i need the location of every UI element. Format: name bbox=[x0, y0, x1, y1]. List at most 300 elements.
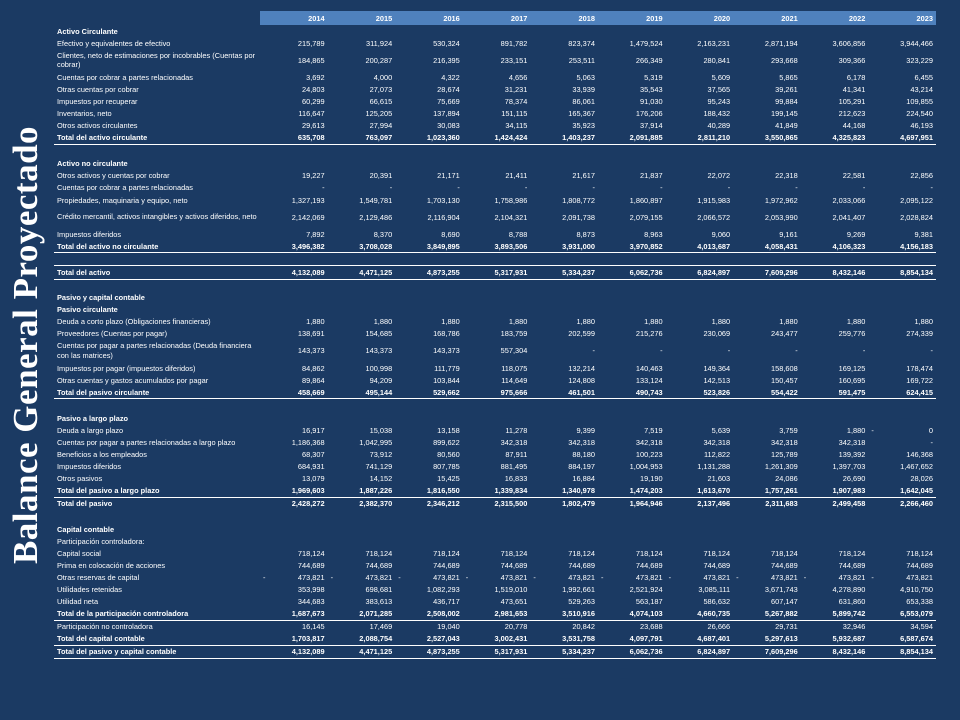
cell-2021 bbox=[733, 412, 801, 424]
cell-2017 bbox=[463, 304, 531, 316]
cell-2021: 29,731 bbox=[775, 622, 798, 632]
cell-2023: 2,095,122 bbox=[900, 195, 933, 205]
cell-2022: 44,168 bbox=[842, 121, 866, 131]
row-label: Otros activos circulantes bbox=[57, 121, 138, 131]
cell-2018: 8,873 bbox=[576, 229, 595, 239]
cell-2014: 2,142,069 bbox=[291, 212, 325, 222]
cell-2015: 17,469 bbox=[369, 622, 393, 632]
cell-2022: 8,432,146 bbox=[801, 266, 869, 279]
cell-2016 bbox=[395, 292, 463, 304]
cell-2017: 3,002,431 bbox=[463, 633, 531, 646]
table-row bbox=[54, 583, 936, 595]
row-label: Total del pasivo bbox=[57, 499, 113, 509]
cell-2019 bbox=[598, 25, 666, 37]
cell-2016: 2,346,212 bbox=[426, 499, 460, 509]
cell-2017: 114,649 bbox=[501, 375, 528, 385]
total-row bbox=[54, 633, 936, 646]
cell-2021 bbox=[733, 535, 801, 547]
cell-2015 bbox=[328, 399, 396, 413]
cell-2018: 3,531,758 bbox=[530, 633, 598, 646]
cell-2015 bbox=[328, 523, 396, 535]
cell-2021 bbox=[733, 304, 801, 316]
cell-2023 bbox=[868, 304, 936, 316]
cell-2023: - bbox=[930, 346, 933, 356]
cell-2022: 139,392 bbox=[838, 450, 866, 460]
cell-2023 bbox=[868, 158, 936, 170]
cell-2018 bbox=[530, 253, 598, 266]
cell-2014: 4,132,089 bbox=[260, 645, 328, 658]
cell-2019: 176,206 bbox=[635, 109, 663, 119]
cell-2014 bbox=[260, 399, 328, 413]
row-label bbox=[54, 253, 260, 266]
spacer-row bbox=[54, 144, 936, 158]
row-label: Impuestos por pagar (impuestos diferidos) bbox=[57, 363, 196, 373]
cell-2019 bbox=[598, 510, 666, 523]
cell-2018: 342,318 bbox=[568, 437, 595, 447]
cell-2023: 4,156,183 bbox=[868, 240, 936, 253]
cell-2020: 2,163,231 bbox=[697, 38, 731, 48]
section-row bbox=[54, 304, 936, 316]
cell-2022: 1,880 bbox=[846, 317, 866, 327]
cell-2017: 1,880 bbox=[508, 317, 528, 327]
cell-2023: 3,944,466 bbox=[900, 38, 933, 48]
cell-2014 bbox=[260, 535, 328, 547]
cell-2016: 30,083 bbox=[437, 121, 460, 131]
cell-2021: - 473,821 bbox=[736, 572, 798, 582]
cell-2014: 3,496,382 bbox=[260, 240, 328, 253]
row-label: Total del capital contable bbox=[54, 633, 260, 646]
cell-2016: - 473,821 bbox=[398, 572, 460, 582]
row-label: Total del pasivo circulante bbox=[54, 386, 260, 399]
cell-2022 bbox=[801, 523, 869, 535]
cell-2019: 5,319 bbox=[644, 72, 663, 82]
cell-2022: 32,946 bbox=[842, 622, 866, 632]
cell-2016: 28,674 bbox=[437, 84, 460, 94]
cell-2016: 103,844 bbox=[433, 375, 460, 385]
cell-2022: 1,880 bbox=[846, 425, 866, 435]
cell-2019: - bbox=[660, 183, 663, 193]
cell-2014: 116,647 bbox=[298, 109, 325, 119]
row-label: Clientes, neto de estimaciones por incobrables (Cuentas por cobrar) bbox=[57, 50, 256, 70]
cell-2014: 24,803 bbox=[301, 84, 325, 94]
cell-2016: - bbox=[457, 183, 460, 193]
cell-2022 bbox=[801, 144, 869, 158]
cell-2022: 4,278,890 bbox=[832, 585, 866, 595]
cell-2020: 22,072 bbox=[707, 171, 731, 181]
cell-2015: 4,000 bbox=[373, 72, 393, 82]
cell-2017: 473,651 bbox=[500, 597, 528, 607]
row-label: Deuda a largo plazo bbox=[57, 425, 124, 435]
cell-2023: 46,193 bbox=[910, 121, 933, 131]
cell-2018 bbox=[530, 535, 598, 547]
cell-2022 bbox=[801, 292, 869, 304]
cell-2023 bbox=[868, 253, 936, 266]
cell-2022 bbox=[801, 535, 869, 547]
cell-2015: 8,370 bbox=[373, 229, 393, 239]
cell-2018: 21,617 bbox=[572, 171, 595, 181]
cell-2019: 266,349 bbox=[635, 55, 663, 65]
cell-2020: 188,432 bbox=[703, 109, 731, 119]
cell-2022: 744,689 bbox=[838, 560, 866, 570]
cell-2019: 718,124 bbox=[635, 548, 663, 558]
cell-2014: 29,613 bbox=[301, 121, 325, 131]
cell-2023: 2,028,824 bbox=[900, 212, 933, 222]
cell-2018: 1,403,237 bbox=[530, 132, 598, 145]
cell-2014: 16,917 bbox=[301, 425, 325, 435]
cell-2017: 5,317,931 bbox=[463, 266, 531, 279]
cell-2020 bbox=[666, 412, 734, 424]
cell-2023: 22,856 bbox=[910, 171, 933, 181]
cell-2017: 4,656 bbox=[508, 72, 528, 82]
cell-2022: 2,499,458 bbox=[832, 499, 866, 509]
cell-2020: 718,124 bbox=[703, 548, 731, 558]
cell-2015: 73,912 bbox=[369, 450, 393, 460]
cell-2017: 718,124 bbox=[500, 548, 528, 558]
cell-2014 bbox=[260, 412, 328, 424]
cell-2022: - bbox=[862, 346, 866, 356]
cell-2017 bbox=[463, 510, 531, 523]
cell-2023: 146,368 bbox=[906, 450, 933, 460]
row-label: Total de la participación controladora bbox=[54, 608, 260, 621]
cell-2018 bbox=[530, 304, 598, 316]
cell-2016: 2,116,904 bbox=[427, 212, 460, 222]
cell-2022: 160,695 bbox=[838, 375, 866, 385]
cell-2018: - bbox=[592, 183, 595, 193]
cell-2018: 1,340,978 bbox=[530, 485, 598, 498]
cell-2016: 1,816,550 bbox=[395, 485, 463, 498]
cell-2022: 5,899,742 bbox=[801, 608, 869, 621]
cell-2014: 353,998 bbox=[297, 585, 325, 595]
cell-2022: 5,932,687 bbox=[801, 633, 869, 646]
cell-2023: 1,642,045 bbox=[868, 485, 936, 498]
cell-2017: 233,151 bbox=[500, 55, 528, 65]
cell-2018: 744,689 bbox=[568, 560, 595, 570]
cell-2018: 16,884 bbox=[572, 474, 595, 484]
cell-2017: - 473,821 bbox=[465, 572, 528, 582]
cell-2015: 2,129,486 bbox=[359, 212, 393, 222]
cell-2018: 1,992,661 bbox=[562, 585, 595, 595]
cell-2015: 154,685 bbox=[365, 329, 393, 339]
cell-2020: 230,069 bbox=[703, 329, 731, 339]
cell-2018: 253,511 bbox=[568, 55, 595, 65]
cell-2021: 1,972,962 bbox=[764, 195, 798, 205]
cell-2022 bbox=[801, 510, 869, 523]
cell-2016 bbox=[395, 412, 463, 424]
cell-2023: 718,124 bbox=[906, 548, 933, 558]
cell-2016: 529,662 bbox=[395, 386, 463, 399]
cell-2020: 586,632 bbox=[703, 597, 731, 607]
total-row bbox=[54, 386, 936, 399]
cell-2019: 100,223 bbox=[635, 450, 663, 460]
cell-2021 bbox=[733, 399, 801, 413]
cell-2019: 215,276 bbox=[635, 329, 663, 339]
cell-2020: 95,243 bbox=[707, 96, 731, 106]
cell-2015 bbox=[328, 158, 396, 170]
cell-2019: 2,521,924 bbox=[629, 585, 663, 595]
cell-2015: 4,471,125 bbox=[328, 266, 396, 279]
cell-2016: 75,669 bbox=[437, 96, 460, 106]
row-label: Beneficios a los empleados bbox=[57, 450, 147, 460]
section-row bbox=[54, 523, 936, 535]
cell-2018: 86,061 bbox=[572, 96, 595, 106]
cell-2023: 4,697,951 bbox=[868, 132, 936, 145]
cell-2023: 9,381 bbox=[914, 229, 933, 239]
header-blank-cell bbox=[54, 11, 260, 25]
cell-2014: 2,428,272 bbox=[291, 499, 325, 509]
row-label: Pasivo circulante bbox=[57, 305, 118, 315]
cell-2019: 6,062,736 bbox=[598, 645, 666, 658]
row-label: Capital contable bbox=[57, 524, 115, 534]
cell-2017: 87,911 bbox=[505, 450, 528, 460]
row-label: Utilidades retenidas bbox=[57, 585, 122, 595]
cell-2021: 150,457 bbox=[771, 375, 798, 385]
cell-2020: 744,689 bbox=[703, 560, 731, 570]
cell-2015: 1,549,781 bbox=[359, 195, 393, 205]
cell-2023: 8,854,134 bbox=[868, 645, 936, 658]
cell-2014: 1,186,368 bbox=[291, 437, 325, 447]
cell-2017: 183,759 bbox=[500, 329, 528, 339]
cell-2021: 607,147 bbox=[771, 597, 798, 607]
row-label: Efectivo y equivalentes de efectivo bbox=[57, 38, 171, 48]
total-row bbox=[54, 608, 936, 621]
cell-2021 bbox=[733, 253, 801, 266]
row-label: Total del activo bbox=[54, 266, 260, 279]
year-header-2015: 2015 bbox=[328, 11, 396, 25]
row-label: Otros pasivos bbox=[57, 474, 103, 484]
cell-2021: 9,161 bbox=[779, 229, 798, 239]
cell-2015: 14,152 bbox=[369, 474, 393, 484]
cell-2018: 5,334,237 bbox=[530, 645, 598, 658]
cell-2014: 744,689 bbox=[297, 560, 325, 570]
cell-2021: 5,865 bbox=[779, 72, 798, 82]
cell-2014 bbox=[260, 158, 328, 170]
balance-sheet-table bbox=[54, 11, 936, 659]
cell-2020: 142,513 bbox=[703, 375, 731, 385]
cell-2019: - 473,821 bbox=[600, 572, 663, 582]
cell-2017: 78,374 bbox=[504, 96, 528, 106]
cell-2016: 4,873,255 bbox=[395, 266, 463, 279]
cell-2015 bbox=[328, 510, 396, 523]
cell-2020: 37,565 bbox=[707, 84, 731, 94]
row-label: Total del pasivo a largo plazo bbox=[54, 485, 260, 498]
cell-2023: - 0 bbox=[871, 425, 933, 435]
cell-2022: 4,325,823 bbox=[801, 132, 869, 145]
cell-2018: - bbox=[592, 346, 595, 356]
year-header-2022: 2022 bbox=[801, 11, 869, 25]
cell-2019: 490,743 bbox=[598, 386, 666, 399]
cell-2015: 1,887,226 bbox=[328, 485, 396, 498]
cell-2021 bbox=[733, 523, 801, 535]
cell-2018: 1,808,772 bbox=[562, 195, 595, 205]
cell-2017 bbox=[463, 412, 531, 424]
cell-2015: - bbox=[389, 183, 393, 193]
cell-2020: 5,639 bbox=[711, 425, 731, 435]
cell-2014: 1,327,193 bbox=[291, 195, 325, 205]
cell-2023: 323,229 bbox=[906, 55, 933, 65]
cell-2014: 458,669 bbox=[260, 386, 328, 399]
cell-2020: 1,880 bbox=[711, 317, 731, 327]
year-header-2019: 2019 bbox=[598, 11, 666, 25]
cell-2015 bbox=[328, 535, 396, 547]
cell-2018: 461,501 bbox=[530, 386, 598, 399]
cell-2022: 9,269 bbox=[846, 229, 866, 239]
cell-2021: 3,550,865 bbox=[733, 132, 801, 145]
cell-2014: 16,145 bbox=[301, 622, 325, 632]
cell-2020: 21,603 bbox=[707, 474, 731, 484]
cell-2021 bbox=[733, 25, 801, 37]
cell-2019: 1,479,524 bbox=[629, 38, 663, 48]
cell-2017: 2,981,653 bbox=[463, 608, 531, 621]
table-row bbox=[54, 228, 936, 240]
cell-2023: 274,339 bbox=[906, 329, 933, 339]
cell-2016: 1,082,293 bbox=[426, 585, 460, 595]
cell-2020: 9,060 bbox=[711, 229, 731, 239]
cell-2020: 280,841 bbox=[703, 55, 731, 65]
table-row bbox=[54, 620, 936, 633]
row-label bbox=[54, 144, 260, 158]
cell-2021: 2,311,683 bbox=[765, 499, 798, 509]
cell-2019 bbox=[598, 279, 666, 292]
cell-2014: 1,687,673 bbox=[260, 608, 328, 621]
row-label: Total del pasivo y capital contable bbox=[54, 645, 260, 658]
cell-2017: 557,304 bbox=[500, 346, 528, 356]
cell-2019 bbox=[598, 304, 666, 316]
section-row bbox=[54, 158, 936, 170]
cell-2021: 2,871,194 bbox=[764, 38, 798, 48]
cell-2021: - bbox=[795, 183, 798, 193]
section-row bbox=[54, 25, 936, 37]
cell-2023 bbox=[868, 25, 936, 37]
cell-2019: 37,914 bbox=[639, 121, 663, 131]
cell-2022: 309,366 bbox=[838, 55, 866, 65]
cell-2023: 653,338 bbox=[906, 597, 933, 607]
cell-2019 bbox=[598, 399, 666, 413]
cell-2020 bbox=[666, 523, 734, 535]
cell-2016: 4,873,255 bbox=[395, 645, 463, 658]
cell-2014: 7,892 bbox=[306, 229, 325, 239]
cell-2019: 6,062,736 bbox=[598, 266, 666, 279]
cell-2023 bbox=[868, 510, 936, 523]
cell-2015: 383,613 bbox=[365, 597, 393, 607]
row-label: Total del activo circulante bbox=[54, 132, 260, 145]
cell-2020: 4,660,735 bbox=[666, 608, 734, 621]
table-row bbox=[54, 107, 936, 119]
cell-2017: 21,411 bbox=[505, 171, 528, 181]
cell-2020 bbox=[666, 279, 734, 292]
total-row bbox=[54, 266, 936, 279]
cell-2016: 137,894 bbox=[433, 109, 460, 119]
row-label: Otras cuentas por cobrar bbox=[57, 84, 139, 94]
cell-2022 bbox=[801, 253, 869, 266]
cell-2017: - bbox=[524, 183, 528, 193]
cell-2016 bbox=[395, 144, 463, 158]
cell-2020: - 473,821 bbox=[668, 572, 731, 582]
cell-2021: 4,058,431 bbox=[733, 240, 801, 253]
cell-2015: 94,209 bbox=[369, 375, 393, 385]
cell-2020 bbox=[666, 144, 734, 158]
row-label bbox=[54, 279, 260, 292]
cell-2023: 1,467,652 bbox=[900, 462, 933, 472]
cell-2019: 563,187 bbox=[635, 597, 663, 607]
cell-2023: 6,455 bbox=[914, 72, 933, 82]
cell-2016: 15,425 bbox=[437, 474, 460, 484]
row-label: Prima en colocación de acciones bbox=[57, 560, 166, 570]
cell-2022 bbox=[801, 399, 869, 413]
row-label: Pasivo a largo plazo bbox=[57, 413, 129, 423]
cell-2018: 9,399 bbox=[576, 425, 595, 435]
cell-2017 bbox=[463, 279, 531, 292]
cell-2023 bbox=[868, 535, 936, 547]
cell-2023: 109,855 bbox=[906, 96, 933, 106]
cell-2022 bbox=[801, 279, 869, 292]
cell-2022: 591,475 bbox=[801, 386, 869, 399]
cell-2021 bbox=[733, 144, 801, 158]
cell-2016: 2,508,002 bbox=[395, 608, 463, 621]
cell-2021 bbox=[733, 510, 801, 523]
table-row bbox=[54, 328, 936, 340]
cell-2022 bbox=[801, 158, 869, 170]
cell-2018 bbox=[530, 399, 598, 413]
cell-2015: 2,088,754 bbox=[328, 633, 396, 646]
cell-2021 bbox=[733, 158, 801, 170]
cell-2016: 19,040 bbox=[437, 622, 460, 632]
cell-2023: 224,540 bbox=[906, 109, 933, 119]
cell-2023 bbox=[868, 292, 936, 304]
cell-2018: 2,091,738 bbox=[562, 212, 595, 222]
year-header-2014: 2014 bbox=[260, 11, 328, 25]
cell-2017: 891,782 bbox=[500, 38, 528, 48]
cell-2015 bbox=[328, 292, 396, 304]
cell-2014 bbox=[260, 253, 328, 266]
cell-2019: 23,688 bbox=[639, 622, 663, 632]
cell-2016: 436,717 bbox=[433, 597, 460, 607]
cell-2022: 105,291 bbox=[838, 96, 866, 106]
cell-2021: 22,318 bbox=[775, 171, 798, 181]
cell-2021: 7,609,296 bbox=[733, 645, 801, 658]
cell-2016 bbox=[395, 510, 463, 523]
cell-2017 bbox=[463, 292, 531, 304]
cell-2021: 554,422 bbox=[733, 386, 801, 399]
cell-2018: 3,931,000 bbox=[530, 240, 598, 253]
cell-2019: 21,837 bbox=[639, 171, 663, 181]
cell-2019: - bbox=[660, 346, 663, 356]
cell-2017: 11,278 bbox=[505, 425, 528, 435]
cell-2021 bbox=[733, 292, 801, 304]
cell-2015 bbox=[328, 25, 396, 37]
table-row bbox=[54, 362, 936, 374]
cell-2019: 2,091,885 bbox=[598, 132, 666, 145]
total-row bbox=[54, 497, 936, 510]
cell-2018: 1,880 bbox=[576, 317, 595, 327]
cell-2017: 975,666 bbox=[463, 386, 531, 399]
row-label: Utilidad neta bbox=[57, 597, 99, 607]
spacer-row bbox=[54, 399, 936, 413]
cell-2018: 1,802,479 bbox=[562, 499, 595, 509]
cell-2014: 60,299 bbox=[301, 96, 325, 106]
cell-2021: 41,849 bbox=[775, 121, 798, 131]
cell-2023 bbox=[868, 412, 936, 424]
cell-2014: 89,864 bbox=[301, 375, 325, 385]
cell-2017: 2,104,321 bbox=[494, 212, 528, 222]
cell-2014 bbox=[260, 523, 328, 535]
cell-2016: 2,527,043 bbox=[395, 633, 463, 646]
cell-2015: 200,287 bbox=[365, 55, 393, 65]
page-title: Balance General Proyectado bbox=[6, 125, 45, 565]
cell-2017: 3,893,506 bbox=[463, 240, 531, 253]
table-row bbox=[54, 83, 936, 95]
cell-2019: 2,079,155 bbox=[629, 212, 663, 222]
cell-2018: 33,939 bbox=[572, 84, 595, 94]
